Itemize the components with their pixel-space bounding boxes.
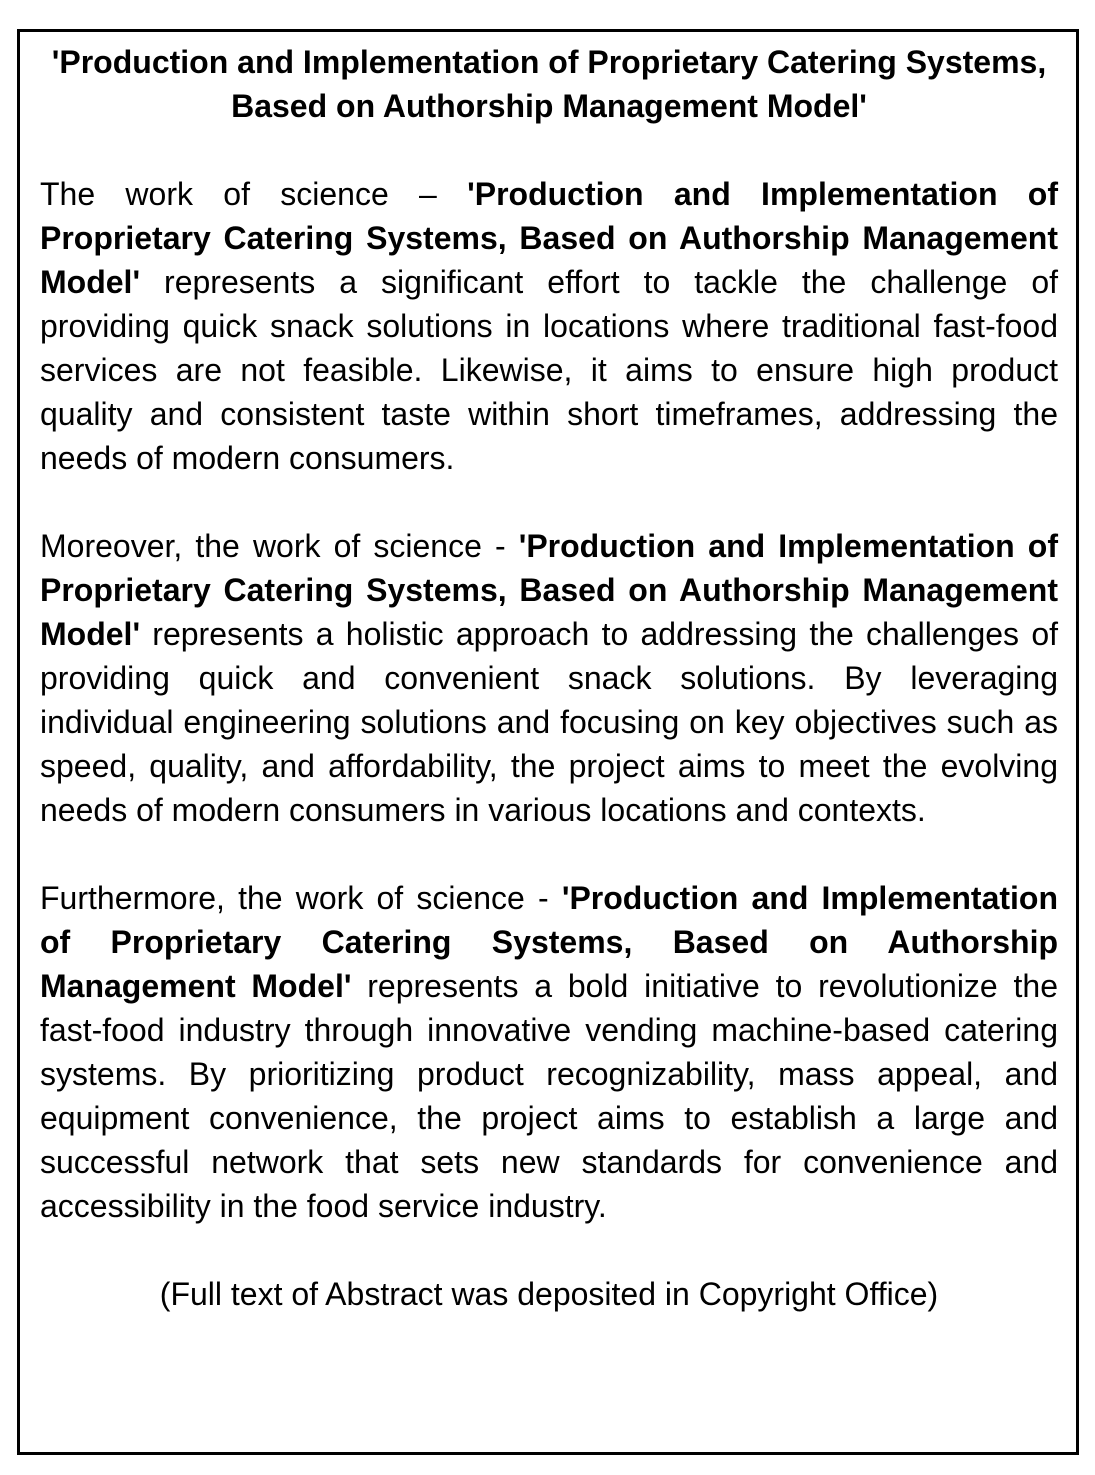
paragraph-3-text-after: represents a bold initiative to revolutionize the fast-food industry through innovative vending machine-based catering systems. By prioritizing product recognizability, mass appeal, and equipment convenience, the project aims to establish a large and successful network that sets new standards for convenience and accessibility in the food service industry. xyxy=(40,968,1059,1224)
abstract-frame xyxy=(17,29,1079,1455)
paragraph-2 xyxy=(40,524,1058,832)
paragraph-1 xyxy=(40,172,1058,480)
paragraph-3-text-before: Furthermore, the work of science - xyxy=(40,880,562,916)
footer-note: (Full text of Abstract was deposited in Copyright Office) xyxy=(159,1276,939,1312)
paragraph-2-bold-title-phrase: 'Production and Implementation of Proprietary Catering Systems, Based on Authorship Management Model' xyxy=(40,528,1059,652)
page-title: 'Production and Implementation of Proprietary Catering Systems, Based on Authorship Management Model' xyxy=(51,44,1047,124)
paragraph-1-bold-title-phrase: 'Production and Implementation of Proprietary Catering Systems, Based on Authorship Management Model' xyxy=(40,176,1059,300)
paragraph-2-text-before: Moreover, the work of science - xyxy=(40,528,519,564)
paragraph-3 xyxy=(40,876,1058,1228)
paragraph-2-text-after: represents a holistic approach to addressing the challenges of providing quick and convenient snack solutions. By leveraging individual engineering solutions and focusing on key objectives such as speed, quality, and affordability, the project aims to meet the evolving needs of modern consumers in various locations and contexts. xyxy=(40,616,1058,828)
paragraph-1-text-after: represents a significant effort to tackle the challenge of providing quick snack solutions in locations where traditional fast-food services are not feasible. Likewise, it aims to ensure high product quality and consistent taste within short timeframes, addressing the needs of modern consumers. xyxy=(40,264,1058,476)
paragraph-1-text-before: The work of science – xyxy=(40,176,468,212)
paragraph-3-bold-title-phrase: 'Production and Implementation of Proprietary Catering Systems, Based on Authorship Management Model' xyxy=(40,880,1059,1004)
